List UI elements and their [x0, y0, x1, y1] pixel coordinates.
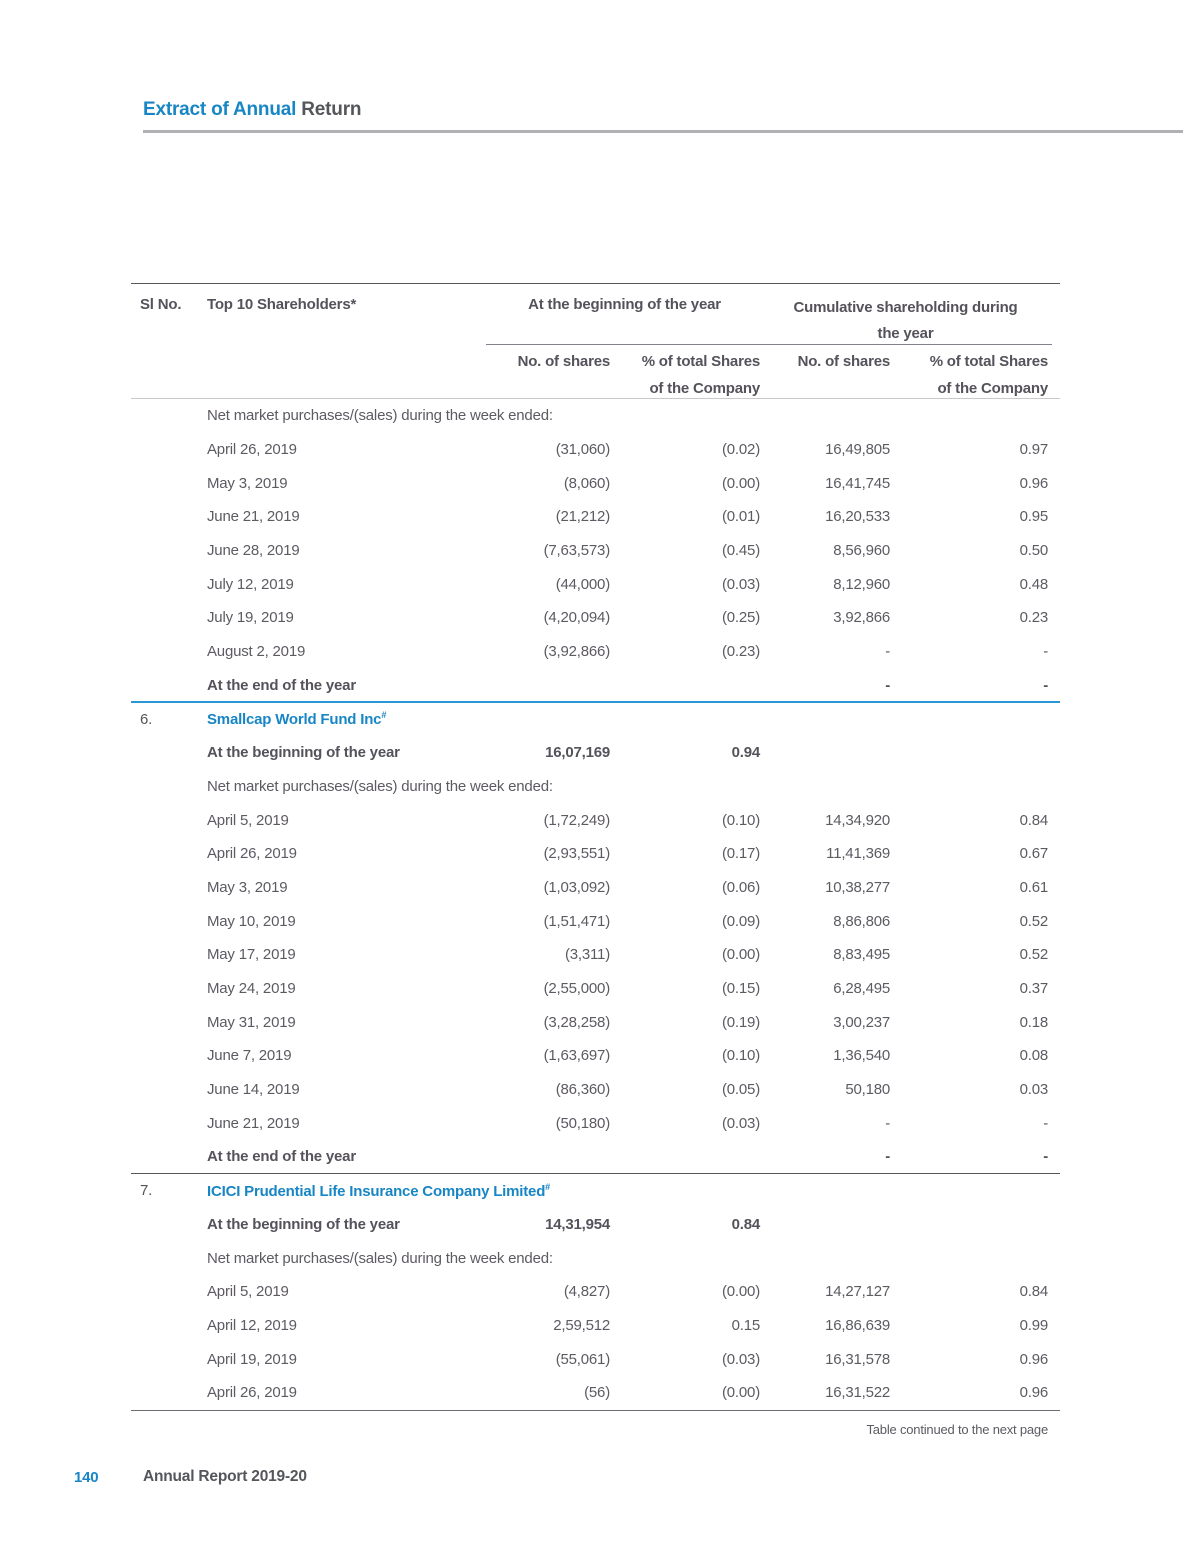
shares-cumulative-cell: 11,41,369: [826, 845, 890, 863]
pct-beginning-cell: (0.25): [722, 609, 760, 627]
header-col-pct-cumulative-line1: % of total Shares: [929, 353, 1048, 370]
table-rows: [131, 399, 1060, 1410]
shares-beginning-cell: (1,72,249): [543, 811, 610, 829]
table-row: [131, 669, 1060, 703]
row-label-cell: June 28, 2019: [207, 542, 300, 560]
shares-beginning-cell: (2,93,551): [543, 845, 610, 863]
row-label-cell: May 3, 2019: [207, 878, 288, 896]
row-label-cell: July 19, 2019: [207, 609, 294, 627]
pct-cumulative-cell: 0.48: [1019, 575, 1048, 593]
section-name-cell: [207, 710, 1060, 728]
shares-beginning-cell: (3,28,258): [543, 1013, 610, 1031]
header-col-shares-beginning: No. of shares: [517, 353, 610, 370]
row-label-cell: May 24, 2019: [207, 980, 296, 998]
row-label-cell: June 7, 2019: [207, 1047, 292, 1065]
pct-beginning-cell: (0.23): [722, 643, 760, 661]
header-group-cumulative-line1: Cumulative shareholding during: [793, 299, 1018, 316]
pct-beginning-cell: (0.02): [722, 441, 760, 459]
shares-beginning-cell: (55,061): [555, 1350, 610, 1368]
pct-beginning-cell: (0.10): [722, 1047, 760, 1065]
table-row: [131, 500, 1060, 534]
table-row: [131, 871, 1060, 905]
section-name-cell: [207, 1182, 1060, 1200]
shares-cumulative-cell: 3,92,866: [833, 609, 890, 627]
page-title: [143, 99, 361, 121]
shares-cumulative-cell: 16,20,533: [825, 508, 890, 526]
pct-beginning-cell: (0.17): [722, 845, 760, 863]
row-label-cell: May 3, 2019: [207, 474, 288, 492]
pct-beginning-cell: (0.19): [722, 1013, 760, 1031]
row-label-cell: August 2, 2019: [207, 643, 306, 661]
hash-superscript: #: [381, 710, 387, 721]
pct-cumulative-cell: 0.99: [1019, 1316, 1048, 1334]
pct-cumulative-cell: 0.96: [1019, 1350, 1048, 1368]
header-col-pct-beginning-line1: % of total Shares: [641, 353, 760, 370]
footer-page-number: 140: [74, 1469, 99, 1486]
header-group-cumulative-line2: the year: [877, 325, 934, 342]
shares-beginning-cell: (2,55,000): [543, 980, 610, 998]
page-title-accent: Extract of Annual: [143, 99, 297, 120]
table-row: [131, 399, 1060, 433]
header-spacer-sl: [131, 348, 207, 402]
pct-beginning-cell: (0.03): [722, 575, 760, 593]
row-label-cell: At the end of the year: [207, 676, 356, 694]
pct-beginning-cell: (0.10): [722, 811, 760, 829]
pct-cumulative-cell: -: [1043, 676, 1048, 694]
table-row: [131, 1376, 1060, 1410]
note-label: Net market purchases/(sales) during the week ended:: [207, 777, 553, 795]
pct-beginning-cell: (0.00): [722, 1384, 760, 1402]
section-name: Smallcap World Fund Inc#: [207, 710, 387, 729]
pct-cumulative-cell: 0.95: [1019, 508, 1048, 526]
section-number-cell: 7.: [140, 1182, 153, 1200]
table-row: [131, 1309, 1060, 1343]
row-label-cell: April 26, 2019: [207, 441, 297, 459]
shares-cumulative-cell: 8,56,960: [833, 542, 890, 560]
pct-cumulative-cell: 0.61: [1019, 878, 1048, 896]
shares-beginning-cell: 2,59,512: [553, 1316, 610, 1334]
header-shareholders: Top 10 Shareholders*: [207, 296, 357, 313]
table-row: [131, 1106, 1060, 1140]
header-group-beginning: At the beginning of the year: [528, 296, 721, 313]
shares-cumulative-cell: 14,27,127: [825, 1283, 890, 1301]
section-title-row: [131, 1174, 1060, 1208]
shares-cumulative-cell: 8,83,495: [833, 946, 890, 964]
header-col-pct-beginning: [613, 348, 763, 402]
shares-cumulative-cell: 16,86,639: [825, 1316, 890, 1334]
header-group-cumulative: [763, 295, 1060, 347]
table-row: [131, 1275, 1060, 1309]
table-row: [131, 635, 1060, 669]
header-col-pct-beginning-line2: of the Company: [649, 380, 760, 397]
shares-beginning-cell: (86,360): [555, 1081, 610, 1099]
section-divider: [131, 701, 1060, 703]
table-row: [131, 1005, 1060, 1039]
section-number-cell: 6.: [140, 710, 153, 728]
row-label-cell: June 14, 2019: [207, 1081, 300, 1099]
shares-cumulative-cell: 6,28,495: [833, 980, 890, 998]
shares-cumulative-cell: 3,00,237: [833, 1013, 890, 1031]
title-rule: [143, 130, 1183, 133]
table-row: [131, 1073, 1060, 1107]
shareholders-table: [131, 283, 1060, 1410]
table-row: [131, 567, 1060, 601]
shares-cumulative-cell: 10,38,277: [825, 878, 890, 896]
pct-beginning-cell: (0.09): [722, 912, 760, 930]
row-label-cell: At the beginning of the year: [207, 1215, 400, 1233]
shares-beginning-cell: (1,03,092): [543, 878, 610, 896]
pct-cumulative-cell: 0.52: [1019, 912, 1048, 930]
shares-cumulative-cell: 16,31,578: [825, 1350, 890, 1368]
row-label-cell: April 5, 2019: [207, 811, 289, 829]
row-label-cell: April 12, 2019: [207, 1316, 297, 1334]
table-row: [131, 736, 1060, 770]
note-label: Net market purchases/(sales) during the week ended:: [207, 407, 553, 425]
shares-cumulative-cell: 50,180: [845, 1081, 890, 1099]
shares-cumulative-cell: 14,34,920: [825, 811, 890, 829]
shares-beginning-cell: 14,31,954: [545, 1215, 610, 1233]
row-label-cell: April 26, 2019: [207, 845, 297, 863]
section-title-row: [131, 702, 1060, 736]
table-continuation-note: Table continued to the next page: [866, 1422, 1048, 1437]
shares-beginning-cell: (50,180): [555, 1114, 610, 1132]
row-label-cell: At the beginning of the year: [207, 744, 400, 762]
table-row: [131, 433, 1060, 467]
pct-cumulative-cell: 0.23: [1019, 609, 1048, 627]
pct-beginning-cell: (0.05): [722, 1081, 760, 1099]
pct-cumulative-cell: 0.84: [1019, 811, 1048, 829]
shares-beginning-cell: (31,060): [555, 441, 610, 459]
row-label-cell: June 21, 2019: [207, 1114, 300, 1132]
pct-beginning-cell: (0.00): [722, 946, 760, 964]
pct-cumulative-cell: 0.50: [1019, 542, 1048, 560]
row-label-cell: June 21, 2019: [207, 508, 300, 526]
pct-cumulative-cell: 0.52: [1019, 946, 1048, 964]
pct-cumulative-cell: 0.08: [1019, 1047, 1048, 1065]
pct-beginning-cell: (0.06): [722, 878, 760, 896]
pct-beginning-cell: (0.01): [722, 508, 760, 526]
note-label: Net market purchases/(sales) during the week ended:: [207, 1249, 553, 1267]
table-row: [131, 972, 1060, 1006]
header-sl-no: Sl No.: [140, 296, 182, 313]
header-col-shares-cumulative: No. of shares: [797, 353, 890, 370]
page-title-rest: Return: [296, 99, 362, 120]
shares-cumulative-cell: 1,36,540: [833, 1047, 890, 1065]
shares-beginning-cell: (1,63,697): [543, 1047, 610, 1065]
table-row: [131, 466, 1060, 500]
pct-beginning-cell: (0.00): [722, 474, 760, 492]
table-row: [131, 770, 1060, 804]
header-col-pct-cumulative-line2: of the Company: [937, 380, 1048, 397]
shares-beginning-cell: (44,000): [555, 575, 610, 593]
shares-beginning-cell: (4,827): [563, 1283, 610, 1301]
shares-beginning-cell: 16,07,169: [545, 744, 610, 762]
pct-beginning-cell: (0.00): [722, 1283, 760, 1301]
shares-beginning-cell: (8,060): [563, 474, 610, 492]
pct-cumulative-cell: -: [1043, 1114, 1048, 1132]
shares-cumulative-cell: 16,49,805: [825, 441, 890, 459]
table-header-group-row: [131, 284, 1060, 347]
table-row: [131, 1342, 1060, 1376]
table-row: [131, 904, 1060, 938]
row-label-cell: At the end of the year: [207, 1148, 356, 1166]
table-row: [131, 1039, 1060, 1073]
table-row: [131, 938, 1060, 972]
row-label-cell: July 12, 2019: [207, 575, 294, 593]
table-header: [131, 283, 1060, 399]
shares-cumulative-cell: -: [885, 1114, 890, 1132]
shares-beginning-cell: (3,92,866): [543, 643, 610, 661]
table-header-subcolumn-row: [131, 348, 1060, 402]
shares-cumulative-cell: -: [885, 643, 890, 661]
pct-beginning-cell: (0.03): [722, 1114, 760, 1132]
row-label-cell: April 26, 2019: [207, 1384, 297, 1402]
hash-superscript: #: [545, 1181, 551, 1192]
row-label-cell: May 17, 2019: [207, 946, 296, 964]
pct-beginning-cell: (0.03): [722, 1350, 760, 1368]
table-row: [131, 1208, 1060, 1242]
header-col-pct-cumulative: [890, 348, 1060, 402]
pct-cumulative-cell: 0.18: [1019, 1013, 1048, 1031]
row-label-cell: April 19, 2019: [207, 1350, 297, 1368]
pct-beginning-cell: 0.94: [731, 744, 760, 762]
pct-beginning-cell: 0.84: [731, 1215, 760, 1233]
table-row: [131, 803, 1060, 837]
shares-cumulative-cell: 8,12,960: [833, 575, 890, 593]
row-label-cell: April 5, 2019: [207, 1283, 289, 1301]
shares-beginning-cell: (3,311): [564, 946, 610, 964]
section-name: ICICI Prudential Life Insurance Company Limited#: [207, 1181, 551, 1200]
pct-cumulative-cell: 0.84: [1019, 1283, 1048, 1301]
header-spacer-label: [207, 348, 486, 402]
pct-cumulative-cell: -: [1043, 643, 1048, 661]
header-group-divider: [486, 344, 1052, 345]
table-row: [131, 601, 1060, 635]
pct-cumulative-cell: 0.96: [1019, 1384, 1048, 1402]
pct-cumulative-cell: 0.67: [1019, 845, 1048, 863]
pct-cumulative-cell: 0.03: [1019, 1081, 1048, 1099]
pct-cumulative-cell: 0.96: [1019, 474, 1048, 492]
pct-beginning-cell: (0.45): [722, 542, 760, 560]
shares-beginning-cell: (56): [584, 1384, 610, 1402]
shares-beginning-cell: (7,63,573): [543, 542, 610, 560]
row-label-cell: May 10, 2019: [207, 912, 296, 930]
pct-cumulative-cell: -: [1043, 1148, 1048, 1166]
shares-cumulative-cell: 16,31,522: [825, 1384, 890, 1402]
shares-cumulative-cell: -: [885, 1148, 890, 1166]
section-divider: [131, 1173, 1060, 1174]
footer-report-title: Annual Report 2019-20: [143, 1468, 307, 1485]
shares-cumulative-cell: -: [885, 676, 890, 694]
pct-beginning-cell: 0.15: [731, 1316, 760, 1334]
pct-cumulative-cell: 0.37: [1019, 980, 1048, 998]
pct-beginning-cell: (0.15): [722, 980, 760, 998]
shares-cumulative-cell: 8,86,806: [833, 912, 890, 930]
row-label-cell: May 31, 2019: [207, 1013, 296, 1031]
shares-beginning-cell: (21,212): [555, 508, 610, 526]
table-row: [131, 534, 1060, 568]
table-row: [131, 1241, 1060, 1275]
table-bottom-border: [131, 1410, 1060, 1411]
shares-cumulative-cell: 16,41,745: [825, 474, 890, 492]
shares-beginning-cell: (1,51,471): [543, 912, 610, 930]
table-row: [131, 1140, 1060, 1174]
pct-cumulative-cell: 0.97: [1019, 441, 1048, 459]
table-row: [131, 837, 1060, 871]
shares-beginning-cell: (4,20,094): [543, 609, 610, 627]
